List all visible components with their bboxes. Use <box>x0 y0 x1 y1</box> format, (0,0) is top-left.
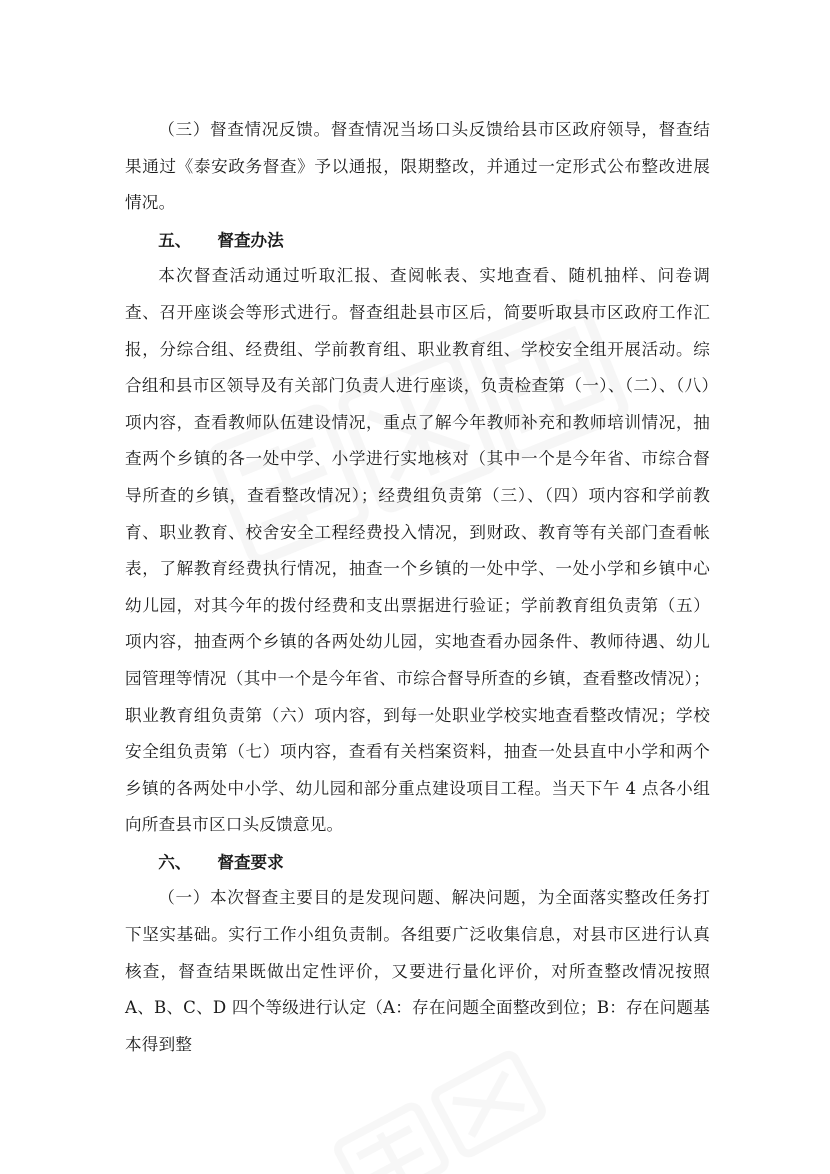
section-number: 五、 <box>158 229 192 250</box>
section-heading-requirements <box>125 844 710 881</box>
paragraph-methods: 本次督查活动通过听取汇报、查阅帐表、实地查看、随机抽样、问卷调查、召开座谈会等形式进行。督查组赴县市区后，简要听取县市区政府工作汇报，分综合组、经费组、学前教育组、职业教育组、学校安全组开展活动。综合组和县市区领导及有关部门负责人进行座谈，负责检查第（一）、（二）、（八）项内容，查看教师队伍建设情况，重点了解今年教师补充和教师培训情况，抽查两个乡镇的各一处中学、小学进行实地核对（其中一个是今年省、市综合督导所查的乡镇，查看整改情况）；经费组负责第（三）、（四）项内容和学前教育、职业教育、校舍安全工程经费投入情况，到财政、教育等有关部门查看帐表，了解教育经费执行情况，抽查一个乡镇的一处中学、一处小学和乡镇中心幼儿园，对其今年的拨付经费和支出票据进行验证；学前教育组负责第（五）项内容，抽查两个乡镇的各两处幼儿园，实地查看办园条件、教师待遇、幼儿园管理等情况（其中一个是今年省、市综合督导所查的乡镇，查看整改情况）；职业教育组负责第（六）项内容，到每一处职业学校实地查看整改情况；学校安全组负责第（七）项内容，查看有关档案资料，抽查一处县直中小学和两个乡镇的各两处中小学、幼儿园和部分重点建设项目工程。当天下午 4 点各小组向所查县市区口头反馈意见。 <box>125 266 710 835</box>
section-title: 督查要求 <box>217 851 284 872</box>
section-heading-methods <box>125 222 710 259</box>
document-body <box>125 112 710 1063</box>
paragraph-feedback: （三）督查情况反馈。督查情况当场口头反馈给县市区政府领导，督查结果通过《泰安政务督查》予以通报，限期整改，并通过一定形式公布整改进展情况。 <box>125 120 710 213</box>
section-number: 六、 <box>158 851 192 872</box>
section-title: 督查办法 <box>217 229 284 250</box>
paragraph-requirements: （一）本次督查主要目的是发现问题、解决问题，为全面落实整改任务打下坚实基础。实行工作小组负责制。各组要广泛收集信息，对县市区进行认真核查，督查结果既做出定性评价，又要进行量化评价，对所查整改情况按照 A、B、C、D 四个等级进行认定（A：存在问题全面整改到位；B：存在问题基本得到整 <box>125 888 710 1054</box>
